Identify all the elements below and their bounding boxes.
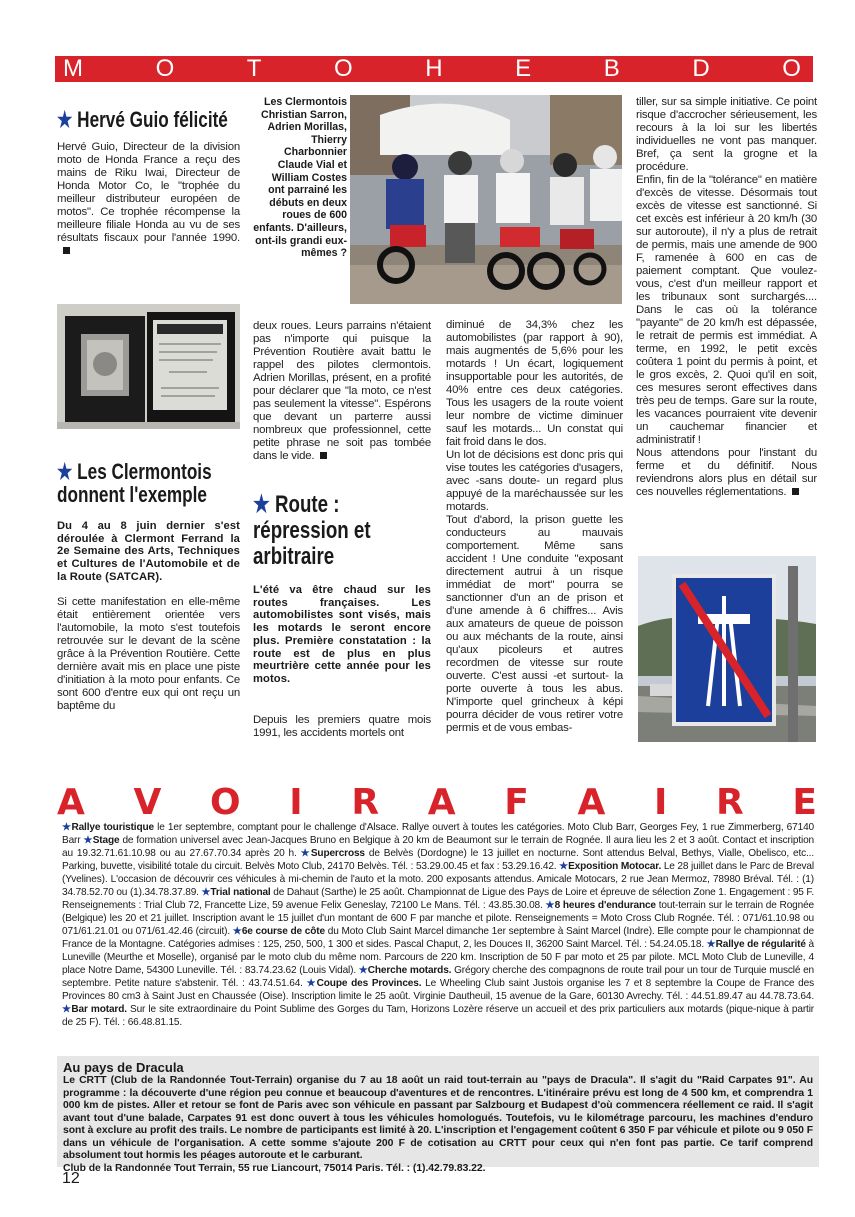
event-text: Sur le site extraordinaire du Point Sublime des Gorges du Tarn, Horizons Lozère réserve un accueil et des prix particuliers aux motards (pique-nique à partir de 25 F). Tél. : 66.48.81.15. (62, 1004, 814, 1028)
star-icon: ★ (62, 822, 72, 833)
star-icon: ★ (253, 491, 270, 518)
star-icon: ★ (559, 861, 569, 872)
event-text: tout-terrain sur le terrain de Rognée (Belgique) les 20 et 21 juillet. Inscription avant le 15 juillet d'un montant de 600 F par manche et pilote. Renseignements = Moto Cross Club Rognée. Tél. : 071/61.10.98 ou 071/61.21.01 ou 071/61.42.46 (circuit). (62, 900, 815, 937)
avf-letter: V (133, 782, 162, 823)
masthead-bar (55, 56, 813, 82)
route-body-5: tiller, sur sa simple initiative. Ce point risque d'accrocher sérieusement, les recours à la loi sur les libertés individuelles ne vont pas manquer. Bref, ça sent la grogne et la procédure. (636, 96, 817, 173)
event-title: 6e course de côte (241, 926, 325, 937)
event-text: Grégory cherche des compagnons de route trail pour un tour de Turquie musclé en septembre. Petite nature s'abstenir. Tél. : 43.74.51.64. (62, 965, 815, 989)
route-lead: L'été va être chaud sur les routes françaises. Les automobilistes sont visés, mais les motards le seront encore plus. Première constatation : la route est de plus en plus meurtrière cette année pour les motos. (253, 584, 431, 685)
avf-letter: R (351, 782, 380, 823)
clermontois-continued (253, 320, 431, 463)
clermontois-title: ★ Les Clermontois donnent l'exemple (57, 459, 212, 507)
masthead-letter: B (603, 55, 620, 82)
kids-motorcycle-photo (350, 95, 622, 304)
event-title: 8 heures d'endurance (554, 900, 656, 911)
end-mark-icon (792, 488, 799, 495)
masthead-letter: O (334, 55, 353, 82)
masthead-letter: M (63, 55, 83, 82)
star-icon: ★ (545, 900, 555, 911)
star-icon: ★ (57, 459, 73, 484)
route-body-1: Depuis les premiers quatre mois 1991, les accidents mortels ont (253, 713, 431, 739)
trophy-photo (57, 304, 240, 429)
event-text: de Dahaut (Sarthe) le 25 août. Championnat de Ligue des Pays de Loire et épreuve de sélection Zone 1. Engagement : 95 F. Renseignements : Trial Club 72, Francette Lize, 59 avenue Felix Geneslay, 72100 Le Mans. Tél. : 43.85.30.08. (62, 887, 814, 911)
route-title: ★ Route : répression et arbitraire (253, 491, 371, 570)
event-title: Supercross (310, 848, 365, 859)
avf-letter: I (289, 782, 303, 823)
masthead-letter: E (515, 55, 532, 82)
masthead-letter: D (692, 55, 710, 82)
event-title: Stage (92, 835, 120, 846)
star-icon: ★ (201, 887, 211, 898)
end-mark-icon (63, 247, 70, 254)
event-title: Bar motard. (71, 1004, 127, 1015)
event-title: Rallye de régularité (715, 939, 806, 950)
end-mark-icon (320, 452, 327, 459)
event-text: Le 28 juillet dans le Parc de Breval (Yvelines). L'occasion de découvrir ces véhicules à mi-chemin de l'auto et la moto. 200 exposants attendus. Amicale Motocars, 2 rue Jean Mermoz, 78980 Bréval. Tél. : (1) 34.78.52.70 ou (1).34.78.37.89. (62, 861, 814, 898)
dracula-box (57, 1056, 819, 1174)
dracula-title: Au pays de Dracula (63, 1060, 184, 1075)
end-of-motorway-sign-photo (638, 556, 816, 742)
clermontois-lead: Du 4 au 8 juin dernier s'est déroulée à Clermont Ferrand la 2e Semaine des Arts, Techniques et Cultures de l'Automobile et de la Route (SATCAR). (57, 520, 240, 583)
avf-letter: A (577, 782, 606, 823)
guio-article (57, 108, 240, 258)
clermontois-article (57, 460, 240, 713)
event-text: à Luneville (Meurthe et Moselle), organisé par le moto club du même nom. Parcours de 220 km. Inscription de 50 F par moto et 25 par pilote. MCL Moto Club de Luneville, 4 place Notre Dame, 54300 Luneville. Tél. : 83.74.23.62 (Louis Vidal). (62, 939, 815, 976)
star-icon: ★ (57, 107, 73, 132)
guio-body: Hervé Guio, Directeur de la division moto de Honda France a reçu des mains de Riku Iwai, Directeur de Honda Motor Co, le "trophée du meilleur distributeur européen de motos". Ce trophée récompense la meilleure filiale Honda au vu de ses résultats fiscaux pour l'année 1990. (57, 141, 240, 258)
event-title: Coupe des Provinces. (316, 978, 422, 989)
avf-letter: F (504, 782, 529, 823)
route-column-3 (446, 319, 623, 735)
route-column-4 (636, 96, 817, 499)
event-title: Rallye touristique (71, 822, 154, 833)
event-text: Le Wheeling Club saint Justois organise les 7 et 8 septembre la Coupe de France des Provinces 80 cm3 à Saint Just en Chaussée (Oise). Inscription limite le 25 août. Virginie Dautheuil, 15 avenue de la Gare, 60130 Avrechy. Tél. : 44.51.89.47 au 44.78.73.64. (62, 978, 814, 1002)
avf-letter: O (210, 782, 241, 823)
event-title: Trial national (210, 887, 271, 898)
star-icon: ★ (62, 1004, 72, 1015)
star-icon: ★ (300, 848, 311, 859)
route-article (253, 492, 431, 740)
star-icon: ★ (706, 939, 716, 950)
route-body-6: Enfin, fin de la "tolérance" en matière d'excès de vitesse. Désormais tout excès de vitesse est sanctionné. Si cet excès est inférieur à 20 km/h (30 sur autoroute), il n'y a plus de retrait de permis, mais une amende de 900 F, ramenée à 600 en cas de paiement comptant. Que voulez-vous, c'est d'un meilleur rapport et les tribunaux sont surchargés.... Dans le cas où la tolérance "payante" de 20 km/h est dépassée, le retrait de permis est immédiat. A terme, en 1992, le petit excès coûtera 1 point du permis à point, et le gros excès, 2. Quoi qu'il en soit, ces mesures seront effectives dans très peu de temps. Gare sur la route, les vacances pourraient vite devenir un cauchemar financier et administratif ! (636, 174, 817, 446)
star-icon: ★ (83, 835, 93, 846)
masthead-letter: O (782, 55, 801, 82)
masthead-letter: O (155, 55, 175, 82)
avf-letter: E (792, 782, 817, 823)
star-icon: ★ (232, 926, 242, 937)
masthead-letter: H (425, 55, 443, 82)
clermontois-body-continued: deux roues. Leurs parrains n'étaient pas n'importe qui puisque la Prévention Routière avait battu le rappel des pilotes clermontois. Adrien Morillas, présent, en a profité pour déclarer que "la moto, ce n'est pas seulement la vitesse". Espérons que devant un parterre aussi nombreux que professionnel, cette petite phrase ne soit pas tombée dans le vide. (253, 320, 431, 462)
masthead-letter: T (246, 55, 262, 82)
route-body-3: Un lot de décisions est donc pris qui vise toutes les catégories d'usagers, avec -sans doute- un regard plus appuyé de la maréchaussée sur les motards. (446, 449, 623, 513)
clermontois-body: Si cette manifestation en elle-même était entièrement orientée vers l'automobile, la moto s'est toutefois retrouvée sur le devant de la scène grâce à la Prévention Routière. Cette dernière avait mis en place une piste d'initiation à la moto pour enfants. Ce sont 600 d'entre eux qui ont reçu un baptême du (57, 595, 240, 712)
star-icon: ★ (358, 965, 368, 976)
events-listing (62, 821, 814, 1029)
dracula-body: Le CRTT (Club de la Randonnée Tout-Terrain) organise du 7 au 18 août un raid tout-terrain au "pays de Dracula". Il s'agit du "Raid Carpates 91". Au programme : la découverte d'une région peu connue et beaucoup d'aventures et de rencontres. L'itinéraire prévu est long de 4 500 km, et comprendra 1 000 km de pistes. Aller et retour se font de Paris avec son véhicule en passant par Salzbourg et Budapest d'où commencera réellement ce raid. Il s'agit avant tout d'une balade, Carpates 91 est donc ouvert à tous les véhicules homologués. Toutefois, vu le kilométrage parcouru, les machines d'enduro sont à exclure au profit des trails. Le nombre de participants est limité à 20. L'inscription et l'engagement coûtent 6 350 F par véhicule et pilote ou 9 050 F dans un véhicule de l'organisation. A cette somme s'ajoute 200 F de cotisation au CRTT pour ceux qui n'en font pas partie. Ce tarif comprend absolument tout hormis les péages autoroute et le carburant. (63, 1075, 813, 1161)
avf-letter: A (57, 782, 85, 823)
route-body-2: diminué de 34,3% chez les automobilistes (par rapport à 90), mais augmentés de 5,6% pour les motards ! Un écart, logiquement insupportable pour les autorités, de 40% entre ces deux catégories. Tous les usagers de la route voient leur nombre de victime diminuer sauf les motards... Un constat qui fait froid dans le dos. (446, 319, 623, 448)
route-body-4: Tout d'abord, la prison guette les conducteurs au mauvais comportement. Même sans accident ! Une conduite "exposant directement autrui à un risque immédiat de mort" pourra se sanctionner d'un an de prison et d'une amende à 6 chiffres... Avis aux amateurs de queue de poisson ou aux méchants de la route, ainsi qu'aux picoleurs et autres recordmen de vitesse sur route ouverte. C'est aussi -et surtout- la porte ouverte à tous les abus. N'importe quel grincheux à képi pourra décider de vous retirer votre permis et de vous embas- (446, 514, 623, 734)
route-body-7: Nous attendons pour l'instant du ferme et du définitif. Nous reviendrons alors plus en détail sur ces nouvelles réglementations. (636, 447, 817, 498)
a-voir-a-faire-heading (57, 782, 817, 823)
event-text: du Moto Club Saint Marcel dimanche 1er septembre à Saint Marcel (Indre). Elle compte pour le championnat de France de la Montagne. Catégories admises : 125, 250, 500, 1 300 et sides. Pascal Chaput, 2, les Douces II, 36200 Saint Marcel. Tél. : 54.24.05.18. (62, 926, 814, 950)
event-text: le 1er septembre, comptant pour le challenge d'Alsace. Rallye ouvert à toutes les catégories. Moto Club Barr, Georges Fey, 1 rue Zimmerberg, 67140 Barr (62, 822, 814, 846)
page-number: 12 (62, 1170, 80, 1187)
event-title: Cherche motards. (367, 965, 452, 976)
avf-letter: I (653, 782, 668, 823)
star-icon: ★ (306, 978, 317, 989)
dracula-address: Club de la Randonnée Tout Terrain, 55 rue Liancourt, 75014 Paris. Tél. : (1).42.79.83.22. (63, 1162, 486, 1174)
avf-letter: R (716, 782, 744, 823)
event-title: Exposition Motocar. (568, 861, 662, 872)
event-text: de formation universel avec Jean-Jacques Bruno en Belgique à 20 km de Beaumont sur le terrain de Rognée. Il aura lieu les 2 et 3 août. Contact et inscription au 19.32.71.61.10.98 ou au 27.67.70.34 après 20 h. (62, 835, 814, 859)
photo-caption: Les Clermontois Christian Sarron, Adrien Morillas, Thierry Charbonnier Claude Vial et William Costes ont parrainé les débuts en deux roues de 600 enfants. D'ailleurs, ont-ils grandi eux-mêmes ? (253, 96, 347, 260)
guio-title: ★ Hervé Guio félicité (57, 107, 228, 132)
avf-letter: A (427, 782, 456, 823)
event-text: de Belvès (Dordogne) le 13 juillet en nocturne. Sont attendus Belval, Bethys, Vialle, Obelisco, etc... Parking, buvette, visibilité totale du circuit. Belvès Moto Club, 24170 Belvès. Tél. : 53.29.00.45 et fax : 53.29.16.42. (62, 848, 814, 872)
